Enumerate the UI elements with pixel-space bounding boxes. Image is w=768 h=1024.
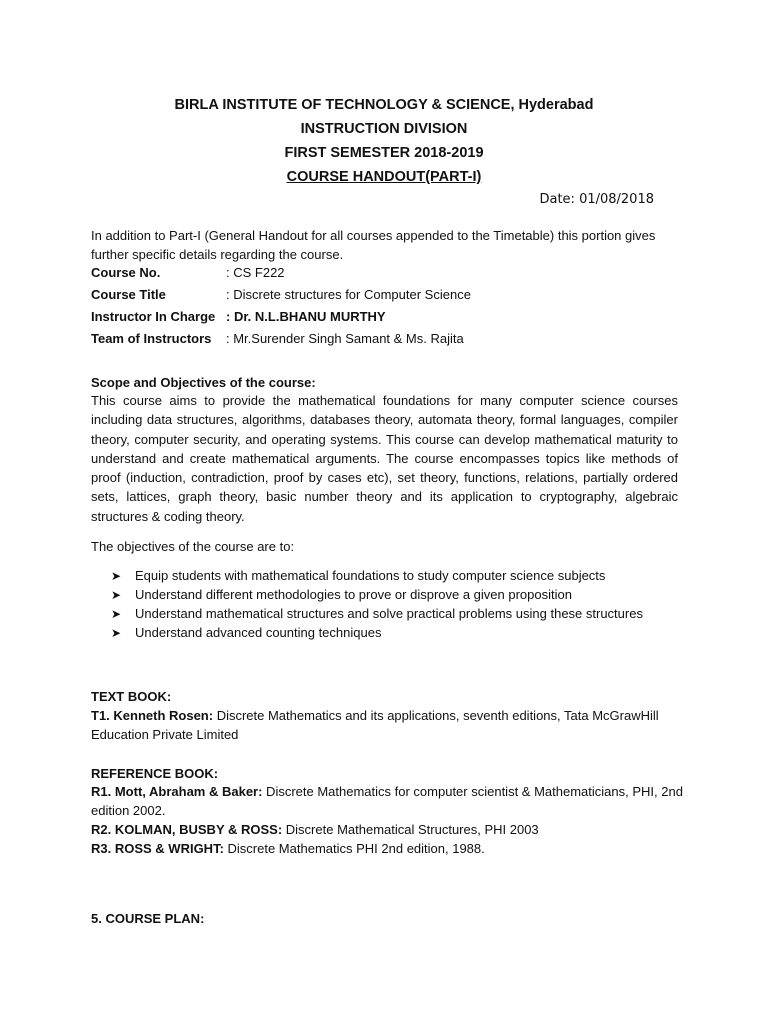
division-title: INSTRUCTION DIVISION <box>300 121 468 137</box>
reference-entry <box>91 820 691 839</box>
semester-title: FIRST SEMESTER 2018-2019 <box>284 145 484 161</box>
list-item: ➤ Equip students with mathematical foundations to study computer science subjects <box>111 566 691 585</box>
document-date: Date: 01/08/2018 <box>539 192 654 207</box>
book-author: T1. Kenneth Rosen: <box>91 708 214 723</box>
info-label: Team of Instructors <box>91 331 212 346</box>
reference-entry <box>91 839 691 858</box>
info-label: Instructor In Charge <box>91 309 216 324</box>
book-details: Discrete Mathematics PHI 2nd edition, 1988. <box>223 841 485 856</box>
book-author: R2. KOLMAN, BUSBY & ROSS: <box>91 822 283 837</box>
info-value: : Dr. N.L.BHANU MURTHY <box>226 309 386 324</box>
list-item: ➤ Understand advanced counting techniques <box>111 623 691 642</box>
objectives-intro: The objectives of the course are to: <box>91 539 295 554</box>
info-value: : Discrete structures for Computer Science <box>226 287 471 302</box>
book-details: Discrete Mathematics for computer scientist & Mathematicians, PHI, 2nd edition 2002. <box>91 784 683 819</box>
info-label: Course No. <box>91 265 161 280</box>
arrow-bullet-icon: ➤ <box>111 588 122 602</box>
scope-body: This course aims to provide the mathematical foundations for many computer science courses including data structures, algorithms, databases theory, automata theory, formal languages, compiler theory, computer security, and operating systems. This course can develop mathematical maturity to understand and create mathematical arguments. The course encompasses topics like methods of proof (induction, contradiction, proof by cases etc), set theory, functions, relations, partially ordered sets, lattices, graph theory, basic number theory and its application to cryptography, algebraic structures & coding theory. <box>91 393 678 524</box>
list-item: ➤ Understand mathematical structures and solve practical problems using these structures <box>111 604 691 623</box>
info-label: Course Title <box>91 287 166 302</box>
book-author: R1. Mott, Abraham & Baker: <box>91 784 263 799</box>
arrow-bullet-icon: ➤ <box>111 607 122 621</box>
course-plan-heading: 5. COURSE PLAN: <box>91 911 205 926</box>
book-author: R3. ROSS & WRIGHT: <box>91 841 224 856</box>
book-details: Discrete Mathematical Structures, PHI 2003 <box>282 822 539 837</box>
info-value: : Mr.Surender Singh Samant & Ms. Rajita <box>226 331 464 346</box>
info-value: : CS F222 <box>226 265 285 280</box>
scope-heading: Scope and Objectives of the course: <box>91 375 316 390</box>
book-details: Discrete Mathematics and its applications, seventh editions, Tata McGrawHill Education Private Limited <box>91 708 659 743</box>
institute-title: BIRLA INSTITUTE OF TECHNOLOGY & SCIENCE, Hyderabad <box>174 97 594 113</box>
document-header <box>0 93 768 189</box>
list-item: ➤ Understand different methodologies to prove or disprove a given proposition <box>111 585 691 604</box>
text-book-heading: TEXT BOOK: <box>91 689 172 704</box>
reference-entry <box>91 782 691 821</box>
reference-book-heading: REFERENCE BOOK: <box>91 766 219 781</box>
arrow-bullet-icon: ➤ <box>111 626 122 640</box>
arrow-bullet-icon: ➤ <box>111 569 122 583</box>
objectives-list <box>111 566 691 642</box>
text-book-entry <box>91 706 691 745</box>
handout-title: COURSE HANDOUT(PART-I) <box>286 169 482 185</box>
intro-paragraph: In addition to Part-I (General Handout for all courses appended to the Timetable) this portion gives further specific details regarding the course. <box>91 228 656 262</box>
